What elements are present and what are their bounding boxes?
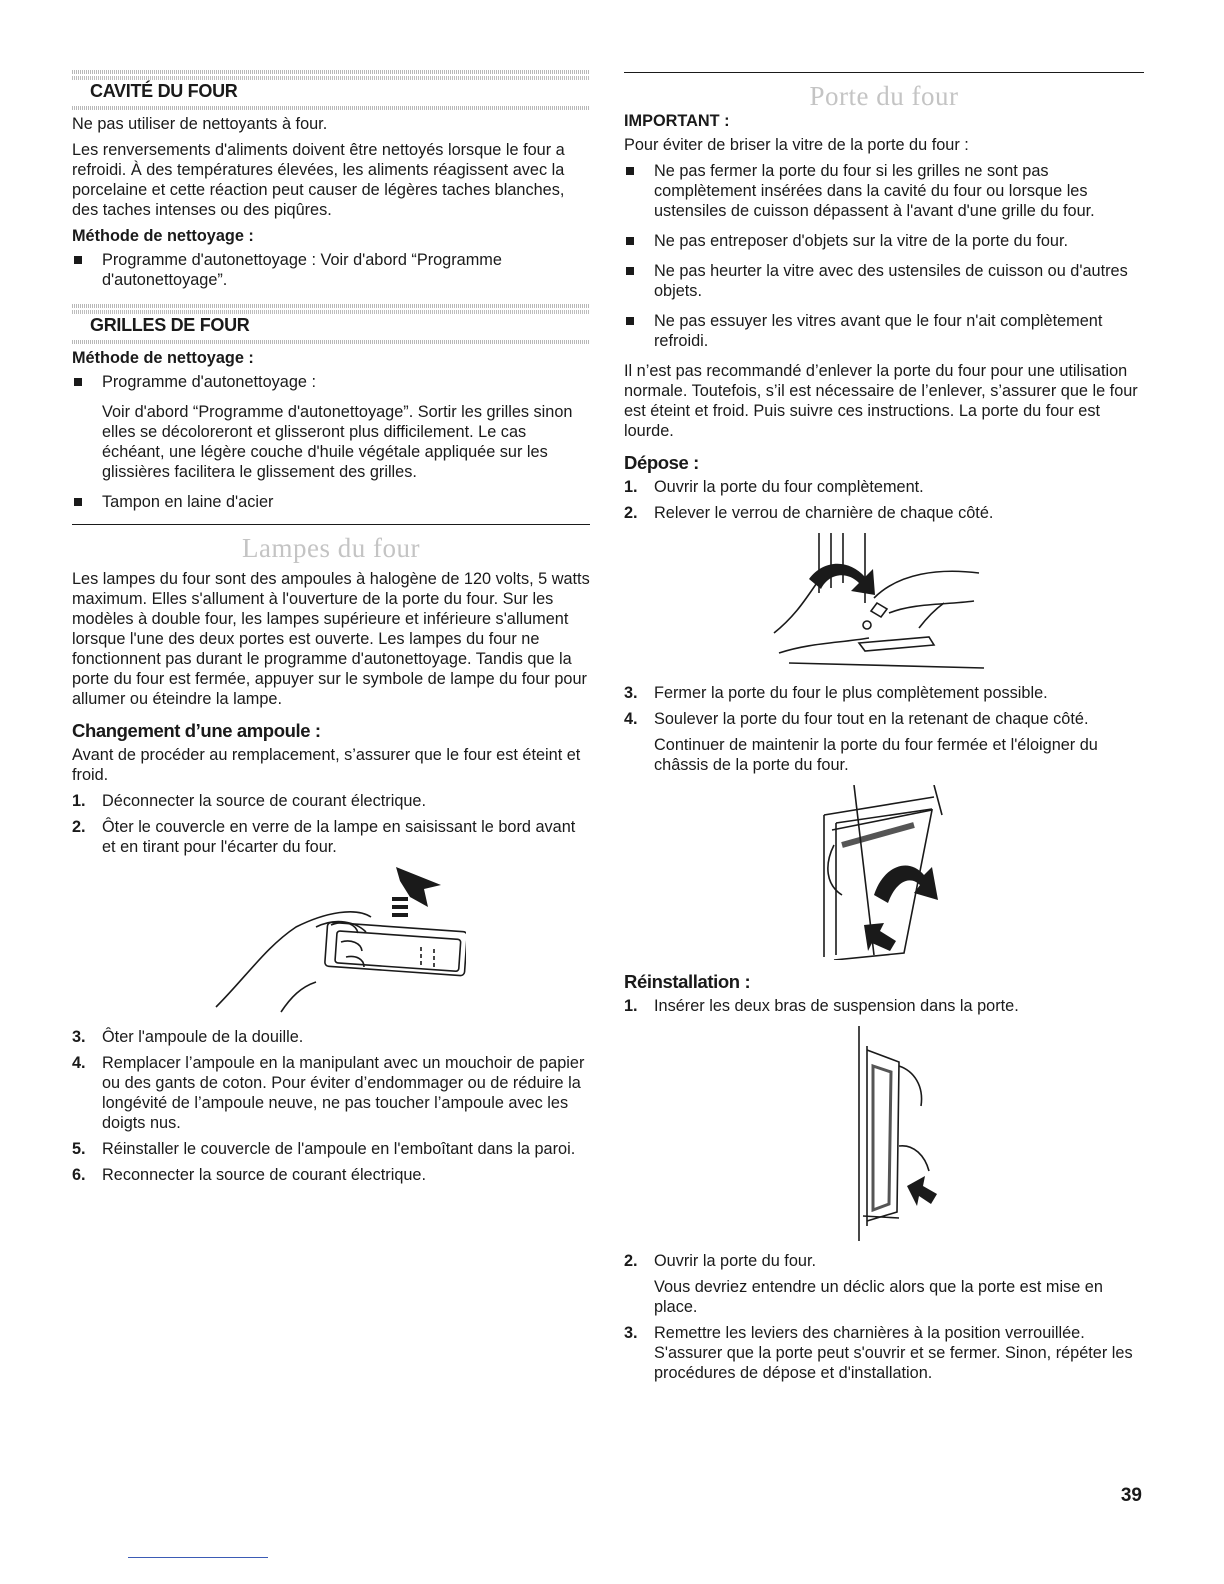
list-item (72, 817, 590, 857)
step-text: Déconnecter la source de courant électrique. (102, 792, 427, 810)
lamp-cover-illustration (196, 867, 466, 1017)
step-number: 2. (624, 1252, 638, 1270)
numbered-list (72, 1027, 590, 1185)
step-number: 3. (72, 1028, 86, 1046)
list-item-detail: Voir d'abord “Programme d'autonettoyage”. Sortir les grilles sinon elles se décoloreront et glisseront plus difficilement. Le cas échéant, une légère couche d'huile végétale appliquée sur les glissières facilitera le glissement des grilles. (102, 403, 573, 481)
method-heading: Méthode de nettoyage : (72, 227, 254, 245)
list-item (624, 709, 1144, 775)
footer-rule (128, 1557, 268, 1558)
step-number: 4. (624, 710, 638, 728)
step-number: 1. (624, 997, 638, 1015)
step-number: 3. (624, 684, 638, 702)
numbered-list (624, 477, 1144, 523)
list-item (624, 683, 1144, 703)
list-item (624, 1323, 1144, 1383)
paragraph: Avant de procéder au remplacement, s’assurer que le four est éteint et froid. (72, 746, 581, 784)
list-item (624, 503, 1144, 523)
bullet-list (72, 250, 590, 290)
section-header-cavite (72, 70, 590, 106)
step-number: 1. (624, 478, 638, 496)
step-number: 5. (72, 1140, 86, 1158)
step-text: Insérer les deux bras de suspension dans la porte. (654, 997, 1019, 1015)
divider (72, 524, 590, 525)
numbered-list (72, 791, 590, 857)
step-number: 3. (624, 1324, 638, 1342)
section-title-cavite: CAVITÉ DU FOUR (90, 81, 238, 101)
hinge-lock-illustration (769, 533, 999, 673)
step-number: 4. (72, 1054, 86, 1072)
step-number: 2. (72, 818, 86, 836)
section-title-porte: Porte du four (809, 81, 959, 111)
page-number: 39 (1120, 1485, 1142, 1506)
list-item (72, 791, 590, 811)
list-item (624, 1251, 1144, 1317)
list-item: Ne pas entreposer d'objets sur la vitre de la porte du four. (624, 231, 1144, 251)
step-text: Soulever la porte du four tout en la retenant de chaque côté. (654, 710, 1089, 728)
divider (624, 72, 1144, 73)
left-column (72, 70, 590, 1191)
list-item (72, 1165, 590, 1185)
right-column (624, 70, 1144, 1389)
section-header-grilles (72, 304, 590, 340)
list-item (72, 1053, 590, 1133)
step-text: Ôter l'ampoule de la douille. (102, 1028, 304, 1046)
list-item (624, 477, 1144, 497)
list-item (72, 1139, 590, 1159)
step-text: Fermer la porte du four le plus complètement possible. (654, 684, 1048, 702)
step-text: Remettre les leviers des charnières à la position verrouillée. S'assurer que la porte peut s'ouvrir et se fermer. Sinon, répéter les procédures de dépose et d'installation. (654, 1324, 1133, 1382)
important-label: IMPORTANT : (624, 112, 730, 130)
bullet-list (624, 161, 1144, 351)
step-text: Ôter le couvercle en verre de la lampe en saisissant le bord avant et en tirant pour l'écarter du four. (102, 818, 576, 856)
door-reinstall-illustration (829, 1026, 939, 1241)
step-detail: Continuer de maintenir la porte du four fermée et l'éloigner du châssis de la porte du four. (654, 736, 1098, 774)
subheading-depose: Dépose : (624, 452, 699, 473)
numbered-list (624, 683, 1144, 775)
paragraph: Ne pas utiliser de nettoyants à four. (72, 115, 328, 133)
method-heading: Méthode de nettoyage : (72, 349, 254, 367)
bullet-list (72, 372, 590, 512)
door-lift-illustration (814, 785, 954, 960)
step-text: Ouvrir la porte du four complètement. (654, 478, 924, 496)
numbered-list (624, 1251, 1144, 1383)
list-item: Ne pas fermer la porte du four si les grilles ne sont pas complètement insérées dans la cavité du four ou lorsque les ustensiles de cuisson dépassent à l'avant d'une grille du four. (624, 161, 1144, 221)
step-text: Ouvrir la porte du four. (654, 1252, 816, 1270)
paragraph: Les renversements d'aliments doivent être nettoyés lorsque le four a refroidi. À des températures élevées, les aliments réagissent avec la porcelaine et cette réaction peut causer de légères taches blanches, des taches intenses ou des piqûres. (72, 141, 565, 219)
step-text: Relever le verrou de charnière de chaque côté. (654, 504, 994, 522)
section-title-grilles: GRILLES DE FOUR (90, 315, 250, 335)
list-item: Tampon en laine d'acier (72, 492, 590, 512)
list-item (72, 372, 590, 482)
step-text: Réinstaller le couvercle de l'ampoule en l'emboîtant dans la paroi. (102, 1140, 576, 1158)
step-number: 1. (72, 792, 86, 810)
numbered-list (624, 996, 1144, 1016)
step-number: 6. (72, 1166, 86, 1184)
list-item: Ne pas heurter la vitre avec des ustensiles de cuisson ou d'autres objets. (624, 261, 1144, 301)
list-item (72, 1027, 590, 1047)
list-item-text: Programme d'autonettoyage : (102, 373, 316, 391)
step-detail: Vous devriez entendre un déclic alors que la porte est mise en place. (654, 1278, 1103, 1316)
subheading-reinstallation: Réinstallation : (624, 971, 751, 992)
list-item (624, 996, 1144, 1016)
section-title-lampes: Lampes du four (242, 533, 420, 563)
step-text: Remplacer l’ampoule en la manipulant avec un mouchoir de papier ou des gants de coton. Pour éviter d’endommager ou de réduire la longévité de l’ampoule neuve, ne pas toucher l’ampoule avec les doigts nus. (102, 1054, 585, 1132)
step-text: Reconnecter la source de courant électrique. (102, 1166, 427, 1184)
list-item: Programme d'autonettoyage : Voir d'abord “Programme d'autonettoyage”. (72, 250, 590, 290)
list-item: Ne pas essuyer les vitres avant que le four n'ait complètement refroidi. (624, 311, 1144, 351)
step-number: 2. (624, 504, 638, 522)
paragraph: Les lampes du four sont des ampoules à halogène de 120 volts, 5 watts maximum. Elles s'allument à l'ouverture de la porte du four. Sur les modèles à double four, les lampes supérieure et inférieure s'allument lorsque l'une des deux portes est ouverte. Les lampes du four ne fonctionnent pas durant le programme d'autonettoyage. Tandis que la porte du four est fermée, appuyer sur le symbole de lampe du four pour allumer ou éteindre la lampe. (72, 570, 590, 708)
paragraph: Il n’est pas recommandé d’enlever la porte du four pour une utilisation normale. Toutefois, s’il est nécessaire de l’enlever, s’assurer que le four est éteint et froid. Puis suivre ces instructions. La porte du four est lourde. (624, 362, 1138, 440)
paragraph: Pour éviter de briser la vitre de la porte du four : (624, 136, 969, 154)
subheading-changement: Changement d’une ampoule : (72, 720, 321, 741)
